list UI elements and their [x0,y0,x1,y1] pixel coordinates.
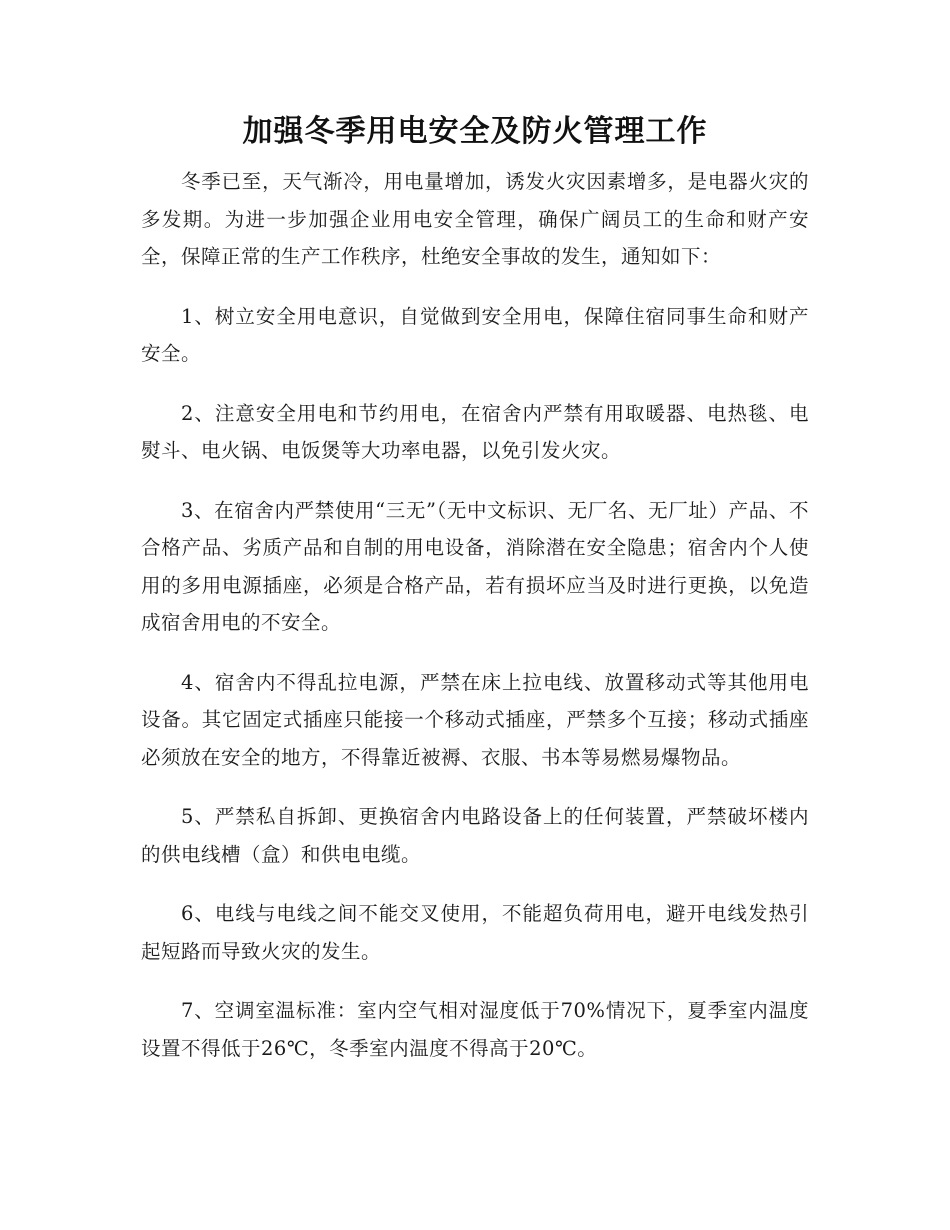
intro-paragraph: 冬季已至，天气渐冷，用电量增加，诱发火灾因素增多，是电器火灾的多发期。为进一步加强企业用电安全管理，确保广阔员工的生命和财产安全，保障正常的生产工作秩序，杜绝安全事故的发生，通知如下： [141,170,809,268]
document-title: 加强冬季用电安全及防火管理工作 [242,114,708,149]
document-body [141,163,809,1089]
rule-paragraph-6: 6、电线与电线之间不能交叉使用，不能超负荷用电，避开电线发热引起短路而导致火灾的发生。 [141,902,809,963]
rule-paragraph-2: 2、注意安全用电和节约用电，在宿舍内严禁有用取暖器、电热毯、电熨斗、电火锅、电饭煲等大功率电器，以免引发火灾。 [141,401,809,462]
rule-paragraph-1: 1、树立安全用电意识，自觉做到安全用电，保障住宿同事生命和财产安全。 [141,304,809,365]
rule-paragraph-5: 5、严禁私自拆卸、更换宿舍内电路设备上的任何装置，严禁破坏楼内的供电线槽（盒）和供电电缆。 [141,805,809,866]
rule-paragraph-4: 4、宿舍内不得乱拉电源，严禁在床上拉电线、放置移动式等其他用电设备。其它固定式插座只能接一个移动式插座，严禁多个互接；移动式插座必须放在安全的地方，不得靠近被褥、衣服、书本等易燃易爆物品。 [141,670,809,769]
rule-paragraph-3: 3、在宿舍内严禁使用“三无”（无中文标识、无厂名、无厂址）产品、不合格产品、劣质产品和自制的用电设备，消除潜在安全隐患；宿舍内个人使用的多用电源插座，必须是合格产品，若有损坏应当及时进行更换，以免造成宿舍用电的不安全。 [141,498,809,634]
rule-paragraph-7: 7、空调室温标准：室内空气相对湿度低于70%情况下，夏季室内温度设置不得低于26℃，冬季室内温度不得高于20℃。 [141,999,809,1060]
